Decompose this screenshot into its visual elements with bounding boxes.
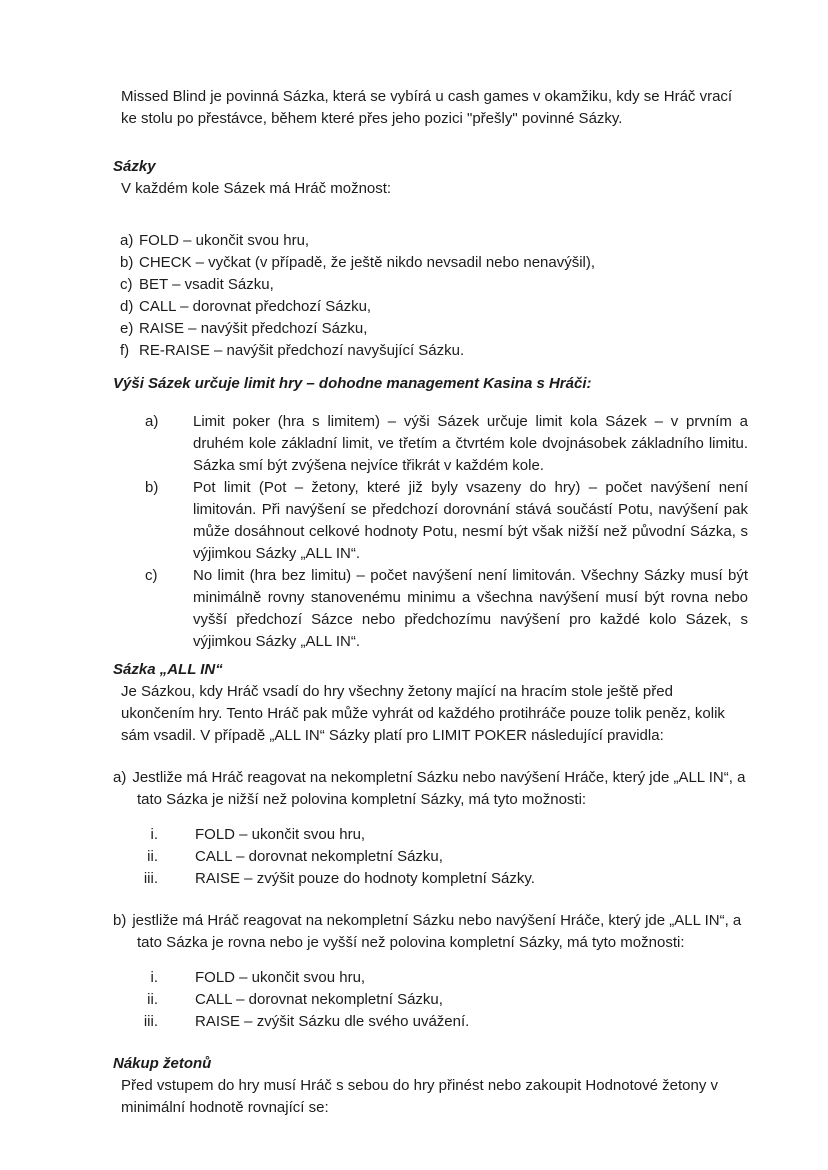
list-item — [120, 296, 748, 318]
list-marker: iii. — [143, 1013, 158, 1030]
list-item — [113, 565, 748, 653]
case-b-options-list — [113, 967, 748, 1033]
list-item-text: BET – vsadit Sázku, — [139, 276, 274, 293]
bet-options-list — [113, 230, 748, 362]
list-item-text: Limit poker (hra s limitem) – výši Sázek určuje limit kola Sázek – v prvním a druhém kole základní limit, ve třetím a čtvrtém kole dvojnásobek základního limitu. Sázka smí být zvýšena nejvíce třikrát v každém kole. — [193, 413, 748, 474]
nakup-paragraph: Před vstupem do hry musí Hráč s sebou do hry přinést nebo zakoupit Hodnotové žetony v minimální hodnotě rovnající se: — [121, 1077, 718, 1116]
list-item-text: CALL – dorovnat nekompletní Sázku, — [195, 848, 443, 865]
list-marker: i. — [150, 969, 158, 986]
case-a-options-list — [113, 824, 748, 890]
list-marker: ii. — [147, 991, 158, 1008]
list-item-text: FOLD – ukončit svou hru, — [195, 826, 366, 843]
all-in-case-b — [113, 910, 748, 954]
list-marker: a) — [113, 769, 127, 786]
list-item — [113, 477, 748, 565]
list-marker: b) — [145, 479, 159, 496]
list-item-text: FOLD – ukončit svou hru, — [139, 232, 310, 249]
sazky-lead: V každém kole Sázek má Hráč možnost: — [121, 180, 392, 197]
case-text: jestliže má Hráč reagovat na nekompletní Sázku nebo navýšení Hráče, který jde „ALL IN“, a tato Sázka je rovna nebo je vyšší než polovina kompletní Sázky, má tyto možnosti: — [132, 912, 742, 951]
list-item — [120, 252, 748, 274]
list-marker: d) — [120, 298, 134, 315]
list-marker: ii. — [147, 848, 158, 865]
list-item — [120, 274, 748, 296]
section-heading-all-in: Sázka „ALL IN“ — [113, 661, 223, 678]
list-item — [113, 411, 748, 477]
list-item — [113, 989, 748, 1011]
list-marker: b) — [120, 254, 134, 271]
list-item — [120, 318, 748, 340]
list-marker: a) — [120, 232, 134, 249]
list-marker: b) — [113, 912, 127, 929]
list-item-text: Pot limit (Pot – žetony, které již byly vsazeny do hry) – počet navýšení není limitován. Při navýšení se předchozí dorovnání stává součástí Potu, navýšení pak může dosáhnout celkové hodnoty Potu, nesmí být však nižší než původní Sázka, s výjimkou Sázky „ALL IN“. — [193, 479, 748, 562]
section-heading-limits: Výši Sázek určuje limit hry – dohodne management Kasina s Hráči: — [113, 375, 592, 392]
all-in-paragraph: Je Sázkou, kdy Hráč vsadí do hry všechny žetony mající na hracím stole ještě před ukončením hry. Tento Hráč pak může vyhrát od každého protihráče pouze tolik peněz, kolik sám vsadil. V případě „ALL IN“ Sázky platí pro LIMIT POKER následující pravidla: — [121, 683, 725, 744]
list-item — [113, 868, 748, 890]
list-marker: c) — [145, 567, 158, 584]
limit-types-list — [113, 411, 748, 653]
list-item-text: CALL – dorovnat předchozí Sázku, — [139, 298, 372, 315]
list-marker: iii. — [143, 870, 158, 887]
list-item-text: CALL – dorovnat nekompletní Sázku, — [195, 991, 443, 1008]
list-item — [120, 230, 748, 252]
list-item-text: RAISE – navýšit předchozí Sázku, — [139, 320, 368, 337]
section-heading-sazky: Sázky — [113, 158, 156, 175]
list-item — [120, 340, 748, 362]
all-in-case-a — [113, 767, 748, 811]
list-item-text: FOLD – ukončit svou hru, — [195, 969, 366, 986]
list-item — [113, 824, 748, 846]
list-item-text: CHECK – vyčkat (v případě, že ještě nikdo nevsadil nebo nenavýšil), — [139, 254, 596, 271]
section-heading-nakup: Nákup žetonů — [113, 1055, 212, 1072]
list-marker: c) — [120, 276, 133, 293]
intro-paragraph: Missed Blind je povinná Sázka, která se vybírá u cash games v okamžiku, kdy se Hráč vrací ke stolu po přestávce, během které přes jeho pozici "přešly" povinné Sázky. — [121, 88, 733, 127]
list-item — [113, 846, 748, 868]
list-item-text: RAISE – zvýšit Sázku dle svého uvážení. — [195, 1013, 470, 1030]
list-item — [113, 1011, 748, 1033]
case-text: Jestliže má Hráč reagovat na nekompletní Sázku nebo navýšení Hráče, který jde „ALL IN“, a tato Sázka je nižší než polovina kompletní Sázky, má tyto možnosti: — [132, 769, 746, 808]
list-marker: e) — [120, 320, 134, 337]
list-item — [113, 967, 748, 989]
list-marker: f) — [120, 342, 130, 359]
list-item-text: No limit (hra bez limitu) – počet navýšení není limitován. Všechny Sázky musí být minimálně rovny stanovenému minimu a všechna navýšení musí být rovna nebo vyšší předchozí Sázce nebo předchozímu navýšení pro každé kolo Sázek, s výjimkou Sázky „ALL IN“. — [193, 567, 748, 650]
list-marker: a) — [145, 413, 159, 430]
list-marker: i. — [150, 826, 158, 843]
list-item-text: RE-RAISE – navýšit předchozí navyšující Sázku. — [139, 342, 465, 359]
list-item-text: RAISE – zvýšit pouze do hodnoty kompletní Sázky. — [195, 870, 535, 887]
